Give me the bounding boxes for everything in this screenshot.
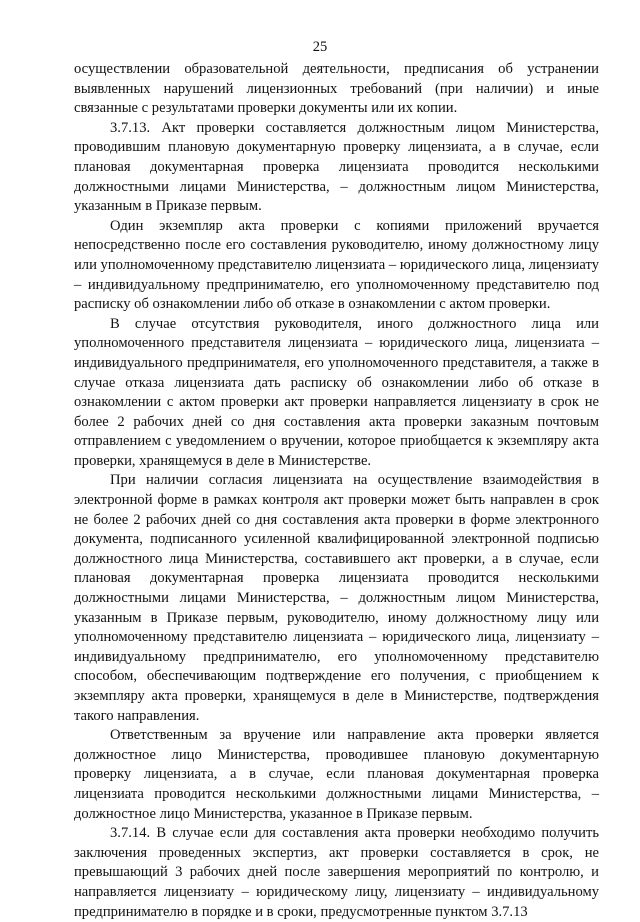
paragraph-3-7-13: 3.7.13. Акт проверки составляется должностным лицом Министерства, проводившим плановую документарную проверку лицензиата, а в случае, если плановая документарная проверка лицензиата проводится несколькими должностными лицами Министерства, – должностным лицом Министерства, указанным в Приказе первым. xyxy=(74,119,599,215)
paragraph-3-7-14: 3.7.14. В случае если для составления акта проверки необходимо получить заключения проведенных экспертиз, акт проверки составляется в срок, не превышающий 3 рабочих дней после завершения мероприятий по контролю, и направляется лицензиату – юридическому лицу, лицензиату – индивидуальному предпринимателю в порядке и в сроки, предусмотренные пунктом 3.7.13 xyxy=(74,825,599,920)
paragraph-electronic-form: При наличии согласия лицензиата на осуществление взаимодействия в электронной форме в рамках контроля акт проверки может быть направлен в срок не более 2 рабочих дней со дня составления акта проверки в форме электронного документа, подписанного усиленной квалифицированной электронной подписью должностного лица Министерства, составившего акт проверки, а в случае, если плановая документарная проверка лицензиата проводится несколькими должностными лицами Министерства, – должностным лицом Министерства, указанным в Приказе первым, руководителю, иному должностному лицу или уполномоченному представителю лицензиата – юридического лица, лицензиату – индивидуальному предпринимателю, его уполномоченному представителю способом, обеспечивающим подтверждение его получения, с приобщением к экземпляру акта проверки, хранящемуся в деле в Министерстве, подтверждения такого направления. xyxy=(74,472,599,724)
paragraph-continuation: осуществлении образовательной деятельности, предписания об устранении выявленных нарушений лицензионных требований (при наличии) и иные связанные с результатами проверки документы или их копии. xyxy=(74,61,599,117)
paragraph-act-copy-delivery: Один экземпляр акта проверки с копиями приложений вручается непосредственно после его составления руководителю, иному должностному лицу или уполномоченному представителю лицензиата – юридического лица, лицензиату – индивидуальному предпринимателю, его уполномоченному представителю под расписку об ознакомлении либо об отказе в ознакомлении с актом проверки. xyxy=(74,217,600,313)
document-body xyxy=(74,60,599,922)
paragraph-act-mail-sending: В случае отсутствия руководителя, иного должностного лица или уполномоченного представителя лицензиата – юридического лица, лицензиата – индивидуального предпринимателя, его уполномоченного представителя, а также в случае отказа лицензиата дать расписку об ознакомлении либо об отказе в ознакомлении с актом проверки акт проверки направляется лицензиату в срок не более 2 рабочих дней со дня составления акта проверки заказным почтовым отправлением с уведомлением о вручении, которое приобщается к экземпляру акта проверки, хранящемуся в деле в Министерстве. xyxy=(74,315,599,469)
page-number: 25 xyxy=(312,39,328,55)
paragraph-responsible-official: Ответственным за вручение или направление акта проверки является должностное лицо Министерства, проводившее плановую документарную проверку лицензиата, а в случае, если плановая документарная проверка лицензиата проводится несколькими должностными лицами Министерства, – должностное лицо Министерства, указанное в Приказе первым. xyxy=(74,727,599,822)
